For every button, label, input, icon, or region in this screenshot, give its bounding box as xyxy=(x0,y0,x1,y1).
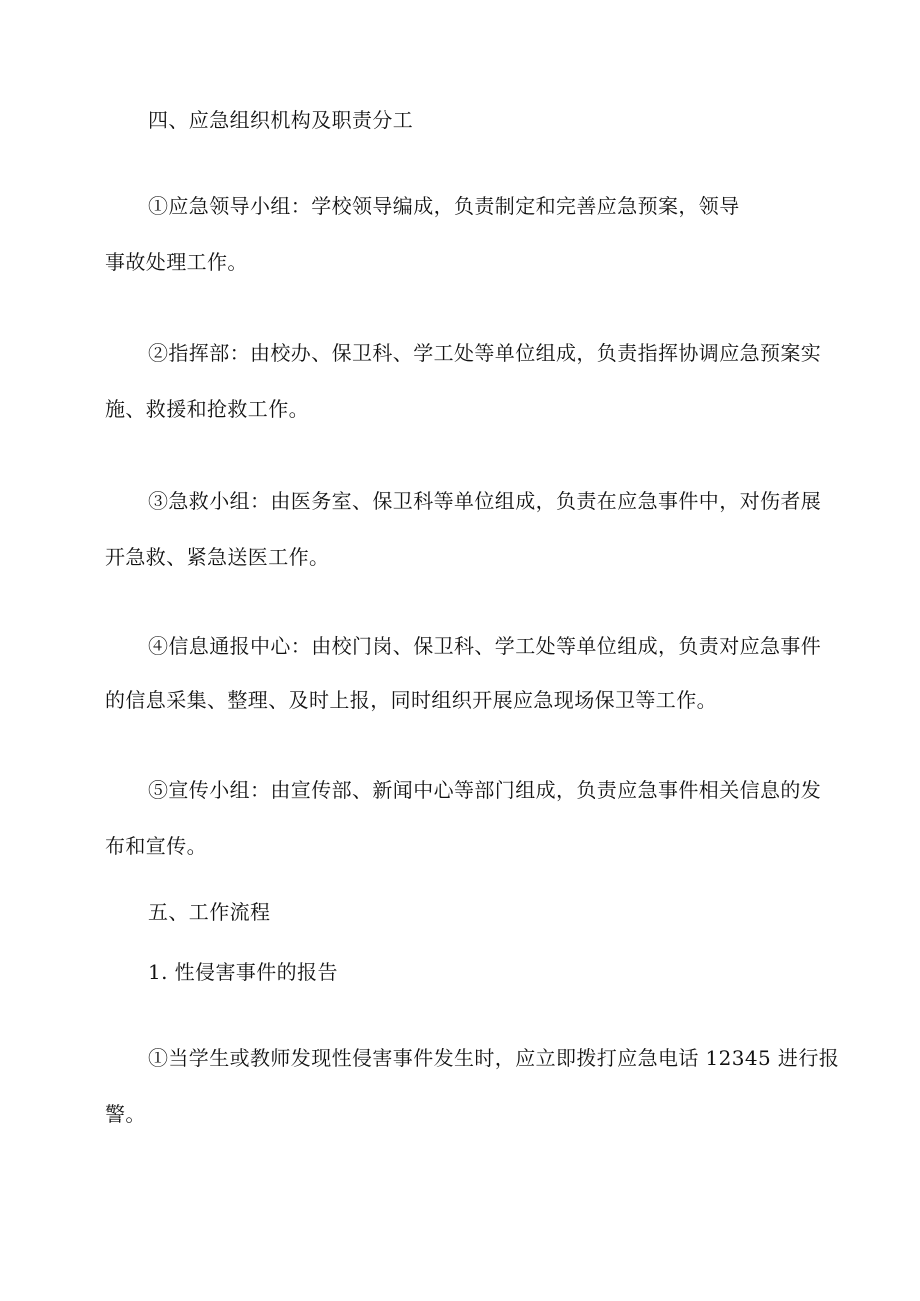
item2-line2: 施、救援和抢救工作。 xyxy=(105,397,309,421)
item3-line2: 开急救、紧急送医工作。 xyxy=(105,545,330,569)
item4-line2: 的信息采集、整理、及时上报，同时组织开展应急现场保卫等工作。 xyxy=(105,688,717,712)
section5-subheading: 1. 性侵害事件的报告 xyxy=(148,960,338,984)
section5-heading: 五、工作流程 xyxy=(148,900,271,924)
item5-line1: ⑤宣传小组：由宣传部、新闻中心等部门组成，负责应急事件相关信息的发 xyxy=(148,778,822,802)
item1-line1: ①应急领导小组：学校领导编成，负责制定和完善应急预案，领导 xyxy=(148,194,740,218)
item1-line2: 事故处理工作。 xyxy=(105,250,248,274)
section4-heading: 四、应急组织机构及职责分工 xyxy=(148,108,414,132)
step1-line2: 警。 xyxy=(105,1102,146,1126)
item5-line2: 布和宣传。 xyxy=(105,834,207,858)
item4-line1: ④信息通报中心：由校门岗、保卫科、学工处等单位组成，负责对应急事件 xyxy=(148,634,822,658)
item2-line1: ②指挥部：由校办、保卫科、学工处等单位组成，负责指挥协调应急预案实 xyxy=(148,341,822,365)
step1-line1: ①当学生或教师发现性侵害事件发生时，应立即拨打应急电话 12345 进行报 xyxy=(148,1046,840,1070)
item3-line1: ③急救小组：由医务室、保卫科等单位组成，负责在应急事件中，对伤者展 xyxy=(148,489,822,513)
